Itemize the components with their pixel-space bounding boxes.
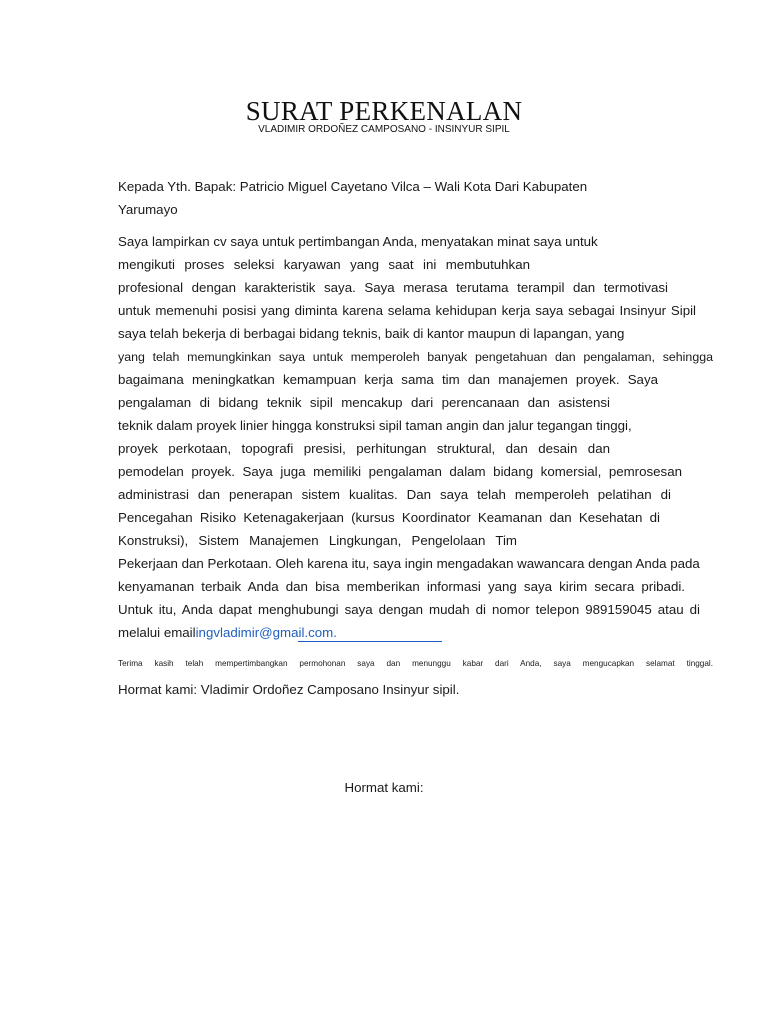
letter-subtitle: VLADIMIR ORDOÑEZ CAMPOSANO - INSINYUR SIPIL [258, 124, 510, 135]
closing-line: Hormat kami: Vladimir Ordoñez Camposano Insinyur sipil. [118, 682, 460, 697]
body-line: administrasi dan penerapan sistem kualitas. Dan saya telah memperoleh pelatihan di [118, 487, 671, 502]
body-line: saya telah bekerja di berbagai bidang teknis, baik di kantor maupun di lapangan, yang [118, 326, 625, 341]
body-line: untuk memenuhi posisi yang diminta karena selama kehidupan kerja saya sebagai Insinyur Sipil [118, 303, 696, 318]
body-line: Konstruksi), Sistem Manajemen Lingkungan, Pengelolaan Tim [118, 533, 517, 548]
letter-title: SURAT PERKENALAN [245, 96, 523, 126]
body-line: Pencegahan Risiko Ketenagakerjaan (kursus Koordinator Keamanan dan Kesehatan di [118, 510, 660, 525]
body-line: kenyamanan terbaik Anda dan bisa memberikan informasi yang saya kirim secara pribadi. [118, 579, 685, 594]
addressee-line: Yarumayo [118, 202, 178, 217]
body-line: proyek perkotaan, topografi presisi, perhitungan struktural, dan desain dan [118, 441, 610, 456]
email-prefix: melalui email [118, 625, 196, 640]
body-line: pengalaman di bidang teknik sipil mencakup dari perencanaan dan asistensi [118, 395, 610, 410]
body-line: Pekerjaan dan Perkotaan. Oleh karena itu, saya ingin mengadakan wawancara dengan Anda pada [118, 556, 700, 571]
body-line: profesional dengan karakteristik saya. Saya merasa terutama terampil dan termotivasi [118, 280, 668, 295]
body-line: yang telah memungkinkan saya untuk memperoleh banyak pengetahuan dan pengalaman, sehingga [118, 350, 713, 364]
signoff: Hormat kami: [344, 780, 424, 795]
email-line [118, 624, 713, 642]
body-line: Saya lampirkan cv saya untuk pertimbangan Anda, menyatakan minat saya untuk [118, 234, 598, 249]
body-line: mengikuti proses seleksi karyawan yang saat ini membutuhkan [118, 257, 530, 272]
body-line: pemodelan proyek. Saya juga memiliki pengalaman dalam bidang komersial, pemrosesan [118, 464, 682, 479]
body-line: Untuk itu, Anda dapat menghubungi saya dengan mudah di nomor telepon 989159045 atau di [118, 602, 700, 617]
body-line: teknik dalam proyek linier hingga konstruksi sipil taman angin dan jalur tegangan tinggi, [118, 418, 632, 433]
email-link[interactable]: ingvladimir@gmail.com. [195, 625, 337, 640]
body-line: bagaimana meningkatkan kemampuan kerja sama tim dan manajemen proyek. Saya [118, 372, 658, 387]
email-underline [298, 641, 442, 642]
thanks-line: Terima kasih telah mempertimbangkan permohonan saya dan menunggu kabar dari Anda, saya mengucapkan selamat tinggal. [118, 659, 713, 668]
addressee-line: Kepada Yth. Bapak: Patricio Miguel Cayetano Vilca – Wali Kota Dari Kabupaten [118, 179, 588, 194]
